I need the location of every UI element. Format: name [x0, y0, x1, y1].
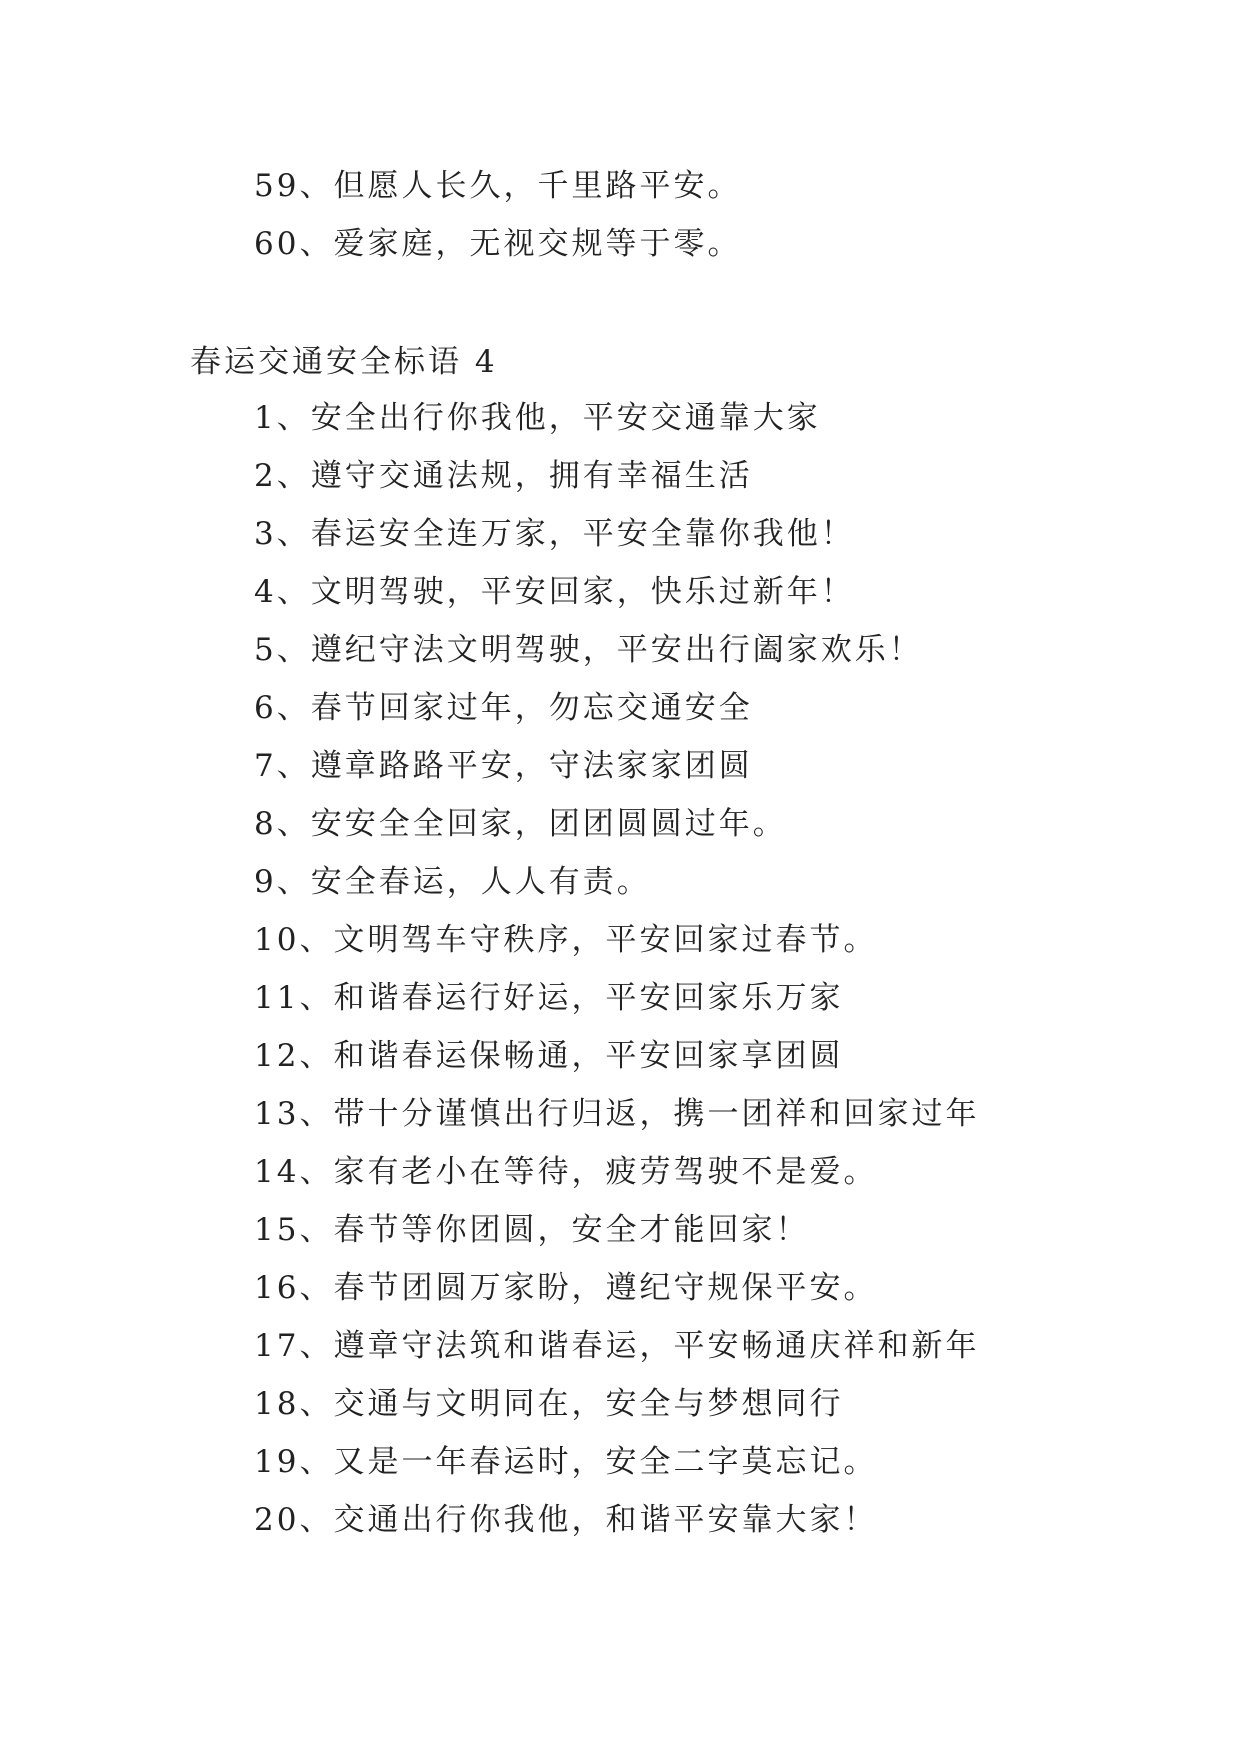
list-item: 59、但愿人长久，千里路平安。 — [254, 168, 742, 204]
list-item: 20、交通出行你我他，和谐平安靠大家！ — [254, 1502, 878, 1538]
list-item: 3、春运安全连万家，平安全靠你我他！ — [254, 516, 855, 552]
list-item: 1、安全出行你我他，平安交通靠大家 — [254, 400, 821, 436]
list-item: 8、安安全全回家，团团圆圆过年。 — [254, 806, 787, 842]
list-item: 18、交通与文明同在，安全与梦想同行 — [254, 1386, 844, 1422]
section-heading: 春运交通安全标语 4 — [190, 344, 498, 380]
list-item: 17、遵章守法筑和谐春运，平安畅通庆祥和新年 — [254, 1328, 980, 1364]
list-item: 2、遵守交通法规，拥有幸福生活 — [254, 458, 753, 494]
list-item: 4、文明驾驶，平安回家，快乐过新年！ — [254, 574, 855, 610]
list-item: 14、家有老小在等待，疲劳驾驶不是爱。 — [254, 1154, 878, 1190]
list-item: 19、又是一年春运时，安全二字莫忘记。 — [254, 1444, 878, 1480]
list-item: 10、文明驾车守秩序，平安回家过春节。 — [254, 922, 878, 958]
list-item: 7、遵章路路平安，守法家家团圆 — [254, 748, 753, 784]
list-item: 6、春节回家过年，勿忘交通安全 — [254, 690, 753, 726]
list-item: 5、遵纪守法文明驾驶，平安出行阖家欢乐！ — [254, 632, 923, 668]
list-item: 60、爱家庭，无视交规等于零。 — [254, 226, 742, 262]
list-item: 12、和谐春运保畅通，平安回家享团圆 — [254, 1038, 844, 1074]
list-item: 13、带十分谨慎出行归返，携一团祥和回家过年 — [254, 1096, 980, 1132]
list-item: 11、和谐春运行好运，平安回家乐万家 — [254, 980, 844, 1016]
list-item: 16、春节团圆万家盼，遵纪守规保平安。 — [254, 1270, 878, 1306]
list-item: 9、安全春运，人人有责。 — [254, 864, 651, 900]
list-item: 15、春节等你团圆，安全才能回家！ — [254, 1212, 810, 1248]
